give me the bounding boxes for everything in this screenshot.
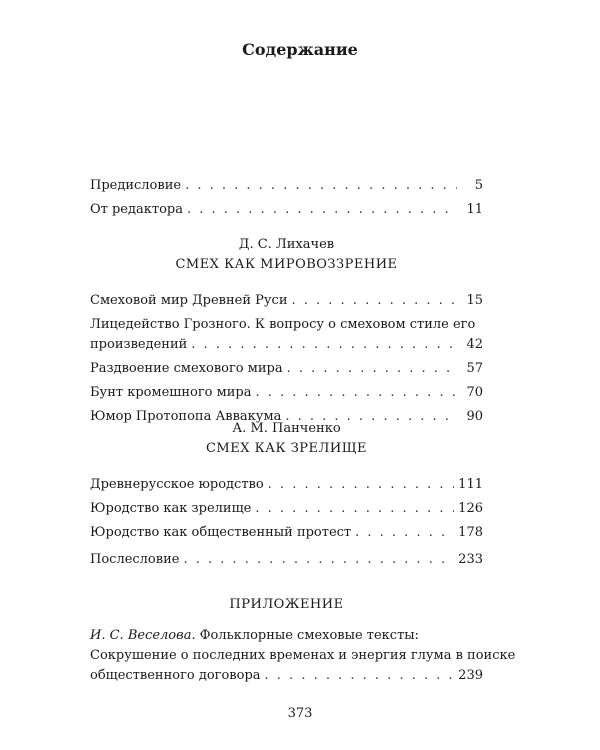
entry-title-line: Сокрушение о последних временах и энергия глума в поиске	[90, 648, 516, 663]
entry-title-line	[90, 626, 483, 646]
entry-page: 178	[458, 525, 483, 540]
entry-title: Юродство как зрелище	[90, 501, 252, 516]
section-author: А. М. Панченко	[232, 421, 341, 436]
dot-leader	[255, 499, 454, 519]
entry-title: Древнерусское юродство	[90, 477, 264, 492]
entry-title: Смеховой мир Древней Руси	[90, 293, 288, 308]
toc-entry-multiline[interactable]	[90, 626, 516, 686]
page-number: 373	[287, 706, 313, 721]
entry-title-text: Фольклорные смеховые тексты:	[199, 628, 420, 643]
section-title: СМЕХ КАК ЗРЕЛИЩЕ	[205, 441, 368, 456]
entry-page: 11	[466, 202, 483, 217]
afterword	[90, 550, 483, 570]
toc-entry[interactable]	[90, 523, 483, 543]
entry-title: Предисловие	[90, 178, 182, 193]
entry-page: 239	[458, 668, 483, 683]
entry-page: 233	[458, 552, 483, 567]
entry-author: И. С. Веселова.	[90, 628, 196, 643]
section-likhachev	[90, 236, 483, 427]
entry-page: 70	[466, 385, 483, 400]
entry-page: 42	[466, 337, 483, 352]
dot-leader	[287, 359, 457, 379]
entry-page: 57	[466, 361, 483, 376]
dot-leader	[183, 550, 454, 570]
entry-title-line: общественного договора	[90, 668, 261, 683]
toc-entry[interactable]	[90, 291, 483, 311]
entry-page: 90	[466, 409, 483, 424]
entry-title: Раздвоение смехового мира	[90, 361, 283, 376]
entry-page: 111	[458, 477, 483, 492]
dot-leader	[255, 383, 457, 403]
entry-page: 126	[458, 501, 483, 516]
dot-leader	[185, 176, 457, 196]
section-author: Д. С. Лихачев	[238, 237, 335, 252]
entry-page: 15	[466, 293, 483, 308]
toc-entry-multiline[interactable]	[90, 315, 483, 355]
entry-title: Юмор Протопопа Аввакума	[90, 409, 282, 424]
entry-title-line: произведений	[90, 337, 188, 352]
entry-last-line	[90, 335, 483, 355]
entry-title: Послесловие	[90, 552, 180, 567]
entry-title: Юродство как общественный протест	[90, 525, 352, 540]
page-title: Содержание	[242, 40, 358, 59]
entry-title: Бунт кромешного мира	[90, 385, 252, 400]
section-title: СМЕХ КАК МИРОВОЗЗРЕНИЕ	[175, 257, 398, 272]
dot-leader	[291, 291, 457, 311]
entry-title-line: Лицедейство Грозного. К вопросу о смеховом стиле его	[90, 317, 476, 332]
entry-page: 5	[474, 178, 483, 193]
toc-entry[interactable]	[90, 176, 483, 196]
dot-leader	[355, 523, 454, 543]
toc-entry[interactable]	[90, 383, 483, 403]
appendix-title: ПРИЛОЖЕНИЕ	[229, 597, 344, 612]
dot-leader	[265, 666, 455, 686]
section-panchenko	[90, 420, 483, 543]
dot-leader	[187, 200, 457, 220]
entry-last-line	[90, 666, 483, 686]
front-matter	[90, 176, 483, 220]
toc-entry[interactable]	[90, 499, 483, 519]
appendix	[90, 596, 516, 686]
dot-leader	[268, 475, 455, 495]
entry-title: От редактора	[90, 202, 183, 217]
toc-entry[interactable]	[90, 550, 483, 570]
toc-entry[interactable]	[90, 359, 483, 379]
dot-leader	[191, 335, 457, 355]
toc-entry[interactable]	[90, 475, 483, 495]
toc-entry[interactable]	[90, 200, 483, 220]
